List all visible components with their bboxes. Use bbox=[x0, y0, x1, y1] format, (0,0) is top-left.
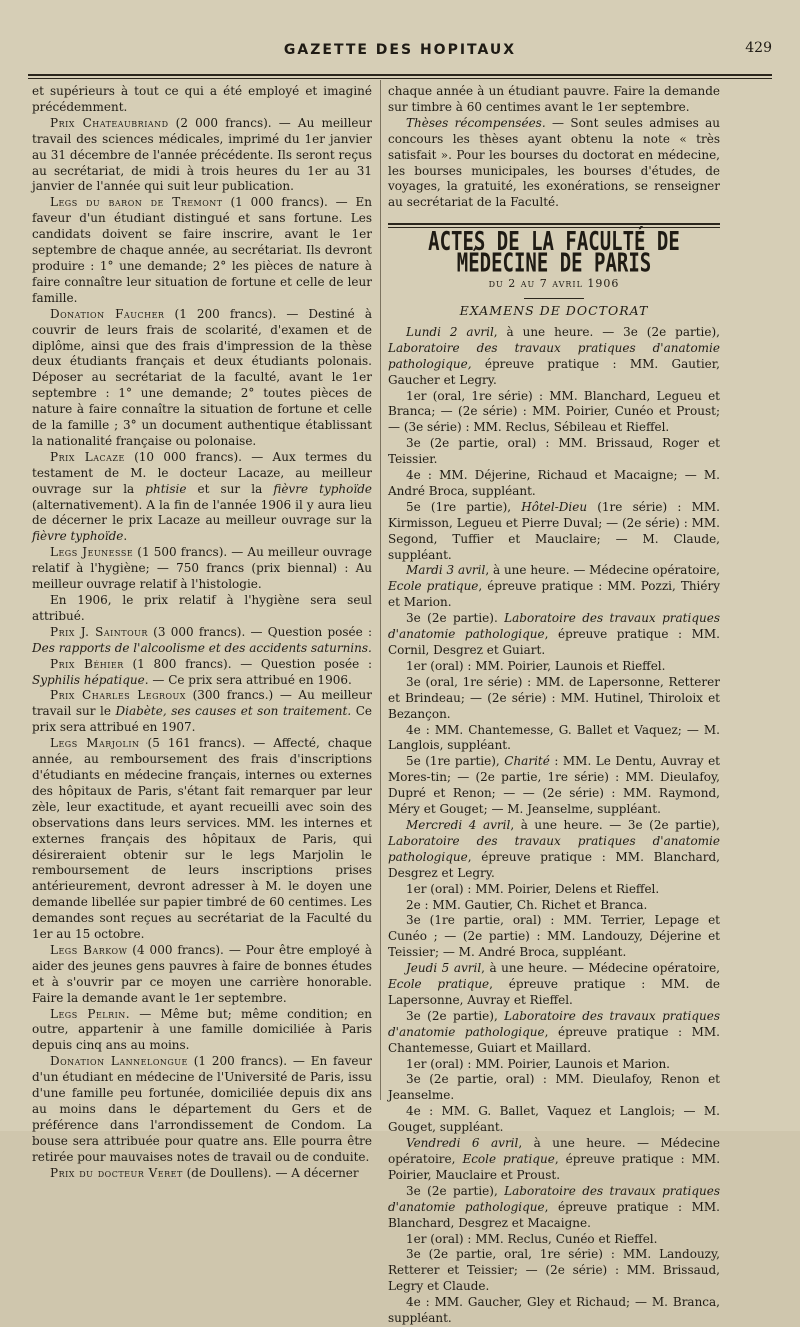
entry-text: , épreuve pratique : MM. de Lapersonne, Auvray et Rieffel. bbox=[388, 977, 720, 1007]
paragraph-continuation: chaque année à un étudiant pauvre. Faire la demande sur timbre à 60 centimes avant le 1er septembre. bbox=[388, 84, 720, 114]
prize-text: (2 000 francs). — Au meilleur travail des sciences médicales, imprimé du 1er janvier au 31 décembre de l'année précédente. Ils seront reçus au secrétariat, de midi à trois heures du 1er au 31 janvier de l'année qui suit leur publication. bbox=[32, 115, 373, 194]
entry-mercredi bbox=[388, 818, 720, 882]
paragraph-prix-veret bbox=[32, 1166, 372, 1182]
prize-subject: Diabète, ses causes et son traitement. bbox=[115, 704, 352, 719]
entry-text: , épreuve pratique : MM. Blanchard, Desgrez et Macaigne. bbox=[388, 1199, 720, 1230]
entry-lundi bbox=[388, 325, 720, 389]
entry-jeudi bbox=[388, 961, 720, 1009]
section-title: ACTES DE LA FACULTÉ DE MÉDECINE DE PARIS bbox=[428, 227, 680, 279]
entry-line bbox=[388, 754, 720, 818]
entry-text: , épreuve pratique : MM. Chantemesse, Guiart et Maillard. bbox=[388, 1024, 720, 1055]
entry-line: 1er (oral) : MM. Poirier, Launois et Marion. bbox=[406, 1056, 670, 1071]
prize-name: Prix du docteur Veret bbox=[50, 1165, 183, 1180]
left-column bbox=[32, 84, 372, 1182]
entry-line: 4e : MM. Gaucher, Gley et Richaud; — M. Branca, suppléant. bbox=[388, 1295, 720, 1326]
prize-name: Legs Marjolin bbox=[50, 736, 140, 751]
entry-line: 4e : MM. Déjerine, Richaud et Macaigne; — M. André Broca, suppléant. bbox=[388, 468, 720, 498]
entry-text: , à une heure. — 3e (2e partie), bbox=[493, 324, 720, 339]
entry-place: Ecole pratique bbox=[388, 977, 490, 992]
prize-subject: fièvre typhoïde bbox=[32, 529, 124, 544]
entry-text: épreuve pratique : MM. Gautier, Gaucher et Legry. bbox=[388, 356, 720, 387]
entry-place: Ecole pratique bbox=[462, 1152, 555, 1166]
journal-title: GAZETTE DES HOPITAUX bbox=[283, 42, 517, 58]
prize-text: (1 000 francs). — En faveur d'un étudiant distingué et sans fortune. Les candidats doivent se faire inscrire, avant le 1er septembre de chaque année, au secrétariat. Ils devront produire : 1° une demande; 2° les pièces de nature à faire connaître leur situation de fortune et celle de leur famille. bbox=[32, 195, 373, 305]
column-divider bbox=[380, 80, 381, 1100]
prize-text: (de Doullens). — A décerner bbox=[182, 1165, 359, 1180]
prize-name: Legs Pelrin. bbox=[50, 1006, 131, 1021]
entry-line: 1er (oral, 1re série) : MM. Blanchard, Legueu et Branca; — (2e série) : MM. Poirier, Cunéo et Proust; — (3e série) : MM. Reclus, Sébileau et Rieffel. bbox=[388, 388, 720, 435]
paragraph-legs-pelrin bbox=[32, 1007, 372, 1055]
page-header bbox=[28, 38, 772, 68]
entry-text: : MM. Le Dentu, Auvray et Mores-tin; — (2e partie, 1re série) : MM. Dieulafoy, Dupré et Renon; — — (2e série) : MM. Raymond, Méry et Gouget; — M. Jeanselme, suppléant. bbox=[388, 754, 720, 817]
right-column bbox=[388, 84, 720, 1327]
entry-text: , à une heure. — Médecine opératoire, bbox=[388, 1136, 721, 1166]
entry-text: (1re série) : MM. Kirmisson, Legueu et Pierre Duval; — (2e série) : MM. Segond, Tuffier et Mauclaire; — M. Claude, suppléant. bbox=[388, 499, 720, 562]
day-label: Mardi 3 avril bbox=[406, 563, 486, 578]
prize-text: — Même but; même condition; en outre, appartenir à une famille domiciliée à Paris depuis cinq ans au moins. bbox=[32, 1006, 373, 1053]
paragraph-donation-faucher bbox=[32, 307, 372, 450]
entry-mardi bbox=[388, 563, 720, 611]
prize-text: — Ce prix sera attribué en 1906. bbox=[148, 672, 352, 687]
entry-text: 5e (1re partie), bbox=[406, 754, 505, 769]
entry-line bbox=[388, 1184, 720, 1232]
entry-line: 4e : MM. Chantemesse, G. Ballet et Vaquez; — M. Langlois, suppléant. bbox=[388, 722, 720, 753]
entry-line bbox=[388, 611, 720, 659]
entry-line: 3e (oral, 1re série) : MM. de Lapersonne, Retterer et Brindeau; — (2e série) : MM. Hutinel, Thiroloix et Bezançon. bbox=[388, 674, 720, 721]
entry-line: 1er (oral) : MM. Poirier, Delens et Rieffel. bbox=[406, 881, 660, 896]
prize-text: (4 000 francs). — Pour être employé à aider des jeunes gens pauvres à faire de bonnes études et à s'ouvrir par ce moyen une carrière honorable. Faire la demande avant le 1er septembre. bbox=[32, 942, 372, 1005]
entry-place: Laboratoire des travaux pratiques d'anatomie pathologique bbox=[388, 1008, 720, 1039]
entry-place: Laboratoire des travaux pratiques d'anatomie pathologique bbox=[388, 1183, 720, 1214]
entry-place: Ecole pratique bbox=[388, 579, 479, 594]
page-number: 429 bbox=[745, 40, 772, 56]
prize-name: Prix Chateaubriand bbox=[50, 115, 169, 130]
paragraph-legs-barkow bbox=[32, 943, 372, 1007]
entry-text: , épreuve pratique : MM. Pozzi, Thiéry et Marion. bbox=[388, 579, 721, 610]
entry-line bbox=[388, 1009, 720, 1057]
prize-name: Prix Béhier bbox=[50, 656, 124, 671]
day-label: Jeudi 5 avril bbox=[406, 961, 482, 976]
paragraph-theses bbox=[388, 116, 720, 211]
paragraph-prix-lacaze bbox=[32, 450, 372, 545]
prize-name: Prix J. Saintour bbox=[50, 624, 148, 639]
prize-text: Ce prix sera attribué en 1907. bbox=[32, 704, 372, 735]
paragraph-legs-tremont bbox=[32, 195, 372, 306]
entry-line: 1er (oral) : MM. Poirier, Launois et Rieffel. bbox=[406, 658, 666, 673]
paragraph-prix-behier bbox=[32, 657, 372, 689]
entry-line bbox=[388, 500, 720, 564]
paragraph-legs-marjolin bbox=[32, 736, 372, 943]
prize-name: Legs Jeunesse bbox=[50, 545, 134, 560]
paragraph-prix-legroux bbox=[32, 688, 372, 736]
prize-name: Donation Faucher bbox=[50, 306, 165, 321]
prize-text: (10 000 francs). — Aux termes du testament de M. le docteur Lacaze, au meilleur ouvrage sur la bbox=[32, 449, 372, 496]
prize-name: Donation Lannelongue bbox=[50, 1054, 188, 1069]
entry-line: 3e (2e partie, oral, 1re série) : MM. Landouzy, Retterer et Teissier; — (2e série) : MM. Brissaud, Legry et Claude. bbox=[388, 1247, 720, 1294]
paragraph-continuation: et supérieurs à tout ce qui a été employé et imaginé précédemment. bbox=[32, 84, 372, 114]
header-rule bbox=[28, 74, 772, 79]
prize-text: (1 800 francs). — Question posée : bbox=[123, 656, 372, 671]
entry-text: , épreuve pratique : MM. Cornil, Desgrez et Guiart. bbox=[388, 627, 720, 657]
prize-name: Legs du baron de Tremont bbox=[50, 195, 223, 210]
entry-line: 3e (2e partie, oral) : MM. Brissaud, Roger et Teissier. bbox=[388, 436, 720, 467]
paragraph-prix-chateaubriand bbox=[32, 116, 372, 196]
prize-name: Prix Lacaze bbox=[50, 449, 125, 464]
entry-vendredi bbox=[388, 1136, 720, 1184]
day-label: Lundi 2 avril bbox=[406, 324, 494, 339]
entry-text: , à une heure. — Médecine opératoire, bbox=[485, 563, 720, 578]
entry-place: Laboratoire des travaux pratiques d'anatomie pathologique, bbox=[388, 340, 720, 371]
prize-name: Legs Barkow bbox=[50, 942, 128, 957]
paragraph-prix-saintour bbox=[32, 625, 372, 657]
entry-line: 2e : MM. Gautier, Ch. Richet et Branca. bbox=[406, 897, 648, 912]
prize-text: . bbox=[123, 529, 128, 544]
entry-line: 1er (oral) : MM. Reclus, Cunéo et Rieffel. bbox=[406, 1231, 658, 1246]
entry-text: , à une heure. — 3e (2e partie), bbox=[510, 817, 720, 832]
prize-text: (1 500 francs). — Au meilleur ouvrage relatif à l'hygiène; — 750 francs (prix biennal) : Au meilleur ouvrage relatif à l'histologie. bbox=[32, 545, 372, 592]
examens-heading: EXAMENS DE DOCTORAT bbox=[459, 302, 649, 318]
day-label: Vendredi 6 avril bbox=[406, 1136, 519, 1151]
entry-text: , épreuve pratique : MM. Poirier, Mauclaire et Proust. bbox=[388, 1152, 721, 1182]
entry-line: 4e : MM. G. Ballet, Vaquez et Langlois; — M. Gouget, suppléant. bbox=[388, 1104, 720, 1135]
paragraph-donation-lannelongue bbox=[32, 1054, 372, 1165]
entry-place: Hôtel-Dieu bbox=[521, 499, 588, 514]
entry-place: Charité bbox=[504, 754, 550, 769]
prize-text: (3 000 francs). — Question posée : bbox=[147, 624, 372, 639]
entry-text: , épreuve pratique : MM. Blanchard, Desgrez et Legry. bbox=[388, 849, 720, 880]
prize-subject: Des rapports de l'alcoolisme et des accidents saturnins. bbox=[32, 640, 372, 655]
entry-text: 3e (2e partie), bbox=[406, 1183, 505, 1198]
theses-label: Thèses récompensées. bbox=[406, 115, 546, 130]
entry-line: 3e (1re partie, oral) : MM. Terrier, Lepage et Cunéo ; — (2e partie) : MM. Landouzy, Déjerine et Teissier; — M. André Broca, suppléant. bbox=[388, 913, 720, 960]
prize-text: (1 200 francs). — Destiné à couvrir de leurs frais de scolarité, d'examen et de diplôme, ainsi que des frais d'impression de la thèse deux étudiants français et deux étudiants polonais. Déposer au secrétariat de la faculté, avant le 1er septembre : 1° une demande; 2° toutes pièces de nature à faire connaître la situation de fortune et celle de la famille ; 3° un document authentique établissant la nationalité française ou polonaise. bbox=[32, 306, 372, 448]
section-date: du 2 au 7 avril 1906 bbox=[488, 277, 620, 291]
prize-text: (1 200 francs). — En faveur d'un étudiant en médecine de l'Université de Paris, issu d'une famille peu fortunée, domiciliée depuis dix ans au moins dans le département du Gers et de préférence dans l'arrondissement de Condom. La bouse sera attribuée pour quatre ans. Elle pourra être retirée pour mauvaises notes de travail ou de conduite. bbox=[32, 1054, 372, 1164]
short-rule bbox=[524, 298, 584, 299]
paragraph-1906: En 1906, le prix relatif à l'hygiène sera seul attribué. bbox=[32, 593, 372, 623]
day-label: Mercredi 4 avril bbox=[406, 817, 511, 832]
prize-text: (300 francs.) — Au meilleur travail sur le bbox=[32, 688, 372, 719]
entry-text: 5e (1re partie), bbox=[406, 499, 522, 514]
entry-text: 3e (2e partie). bbox=[406, 611, 505, 626]
entry-place: Laboratoire des travaux pratiques d'anatomie pathologique bbox=[388, 833, 720, 864]
entry-text: 3e (2e partie), bbox=[406, 1008, 505, 1023]
paragraph-legs-jeunesse bbox=[32, 545, 372, 593]
entry-place: Laboratoire des travaux pratiques d'anatomie pathologique bbox=[388, 611, 720, 642]
prize-text: (5 161 francs). — Affecté, chaque année, au remboursement des frais d'inscriptions d'étudiants en médecine français, internes ou externes des hôpitaux de Paris, s'étant fait remarquer par leur zèle, leur exactitude, et ayant recueilli avec soin des observations dans leurs services. MM. les internes et externes français des hôpitaux de Paris, qui désireraient obtenir sur le legs Marjolin le remboursement de leurs inscriptions prises antérieurement, devront adresser à M. le doyen une demande libellée sur papier timbré de 60 centimes. Les demandes sont reçues au secrétariat de la Faculté du 1er au 15 octobre. bbox=[32, 736, 373, 942]
prize-name: Prix Charles Legroux bbox=[50, 688, 186, 703]
prize-subject: phtisie bbox=[145, 481, 187, 496]
prize-subject: fièvre typhoïde bbox=[273, 481, 372, 496]
prize-subject: Syphilis hépatique. bbox=[32, 672, 149, 687]
entry-text: , à une heure. — Médecine opératoire, bbox=[481, 961, 720, 976]
theses-text: — Sont seules admises au concours les thèses ayant obtenu la note « très satisfait ». Pour les bourses du doctorat en médecine, les bourses municipales, les bourses d'études, de voyages, la gratuité, les exonérations, se renseigner au secrétariat de la Faculté. bbox=[388, 115, 721, 210]
prize-text: et sur la bbox=[186, 481, 274, 496]
entry-line: 3e (2e partie, oral) : MM. Dieulafoy, Renon et Jeanselme. bbox=[388, 1072, 720, 1103]
prize-text: (alternativement). A la fin de l'année 1906 il y aura lieu de décerner le prix Lacaze au meilleur ouvrage sur la bbox=[32, 497, 372, 528]
